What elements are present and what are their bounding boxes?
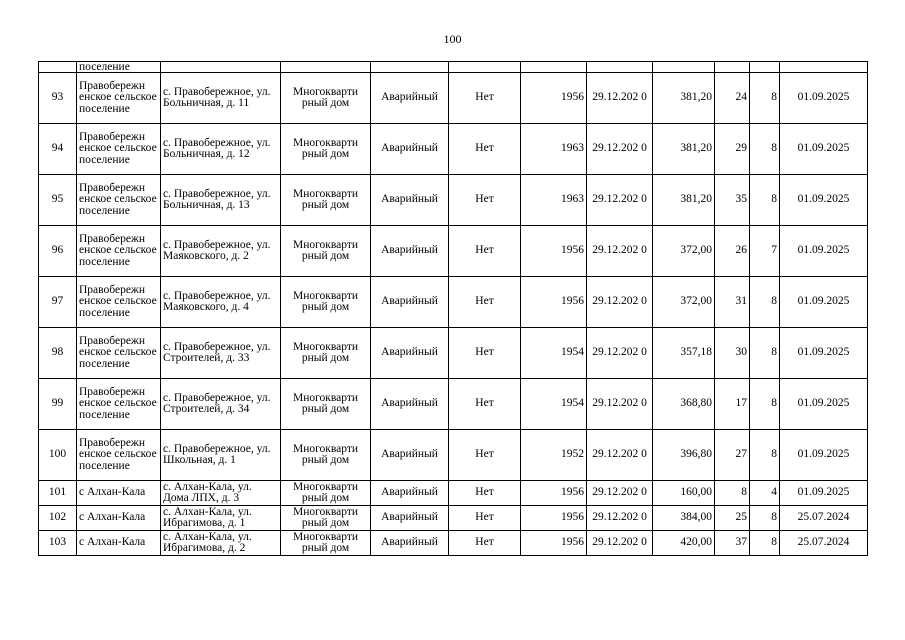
cell-num: 102 bbox=[39, 506, 77, 531]
cell-area bbox=[653, 62, 715, 73]
cell-date: 29.12.202 0 bbox=[587, 481, 653, 506]
cell-deadline: 01.09.2025 bbox=[780, 175, 868, 226]
table-row bbox=[39, 430, 868, 481]
cell-count: 8 bbox=[750, 531, 780, 556]
cell-area: 160,00 bbox=[653, 481, 715, 506]
cell-residents: 30 bbox=[715, 328, 750, 379]
cell-type: Многокварти рный дом bbox=[281, 531, 371, 556]
cell-status: Аварийный bbox=[371, 73, 449, 124]
cell-settlement: Правобережн енское сельское поселение bbox=[77, 226, 161, 277]
cell-num: 99 bbox=[39, 379, 77, 430]
cell-year bbox=[521, 62, 587, 73]
table-row bbox=[39, 226, 868, 277]
cell-date: 29.12.202 0 bbox=[587, 277, 653, 328]
cell-num: 95 bbox=[39, 175, 77, 226]
cell-area: 372,00 bbox=[653, 277, 715, 328]
cell-settlement: Правобережн енское сельское поселение bbox=[77, 328, 161, 379]
cell-type bbox=[281, 62, 371, 73]
table-row bbox=[39, 481, 868, 506]
cell-type: Многокварти рный дом bbox=[281, 175, 371, 226]
cell-year: 1956 bbox=[521, 277, 587, 328]
cell-area: 381,20 bbox=[653, 124, 715, 175]
cell-deadline: 01.09.2025 bbox=[780, 124, 868, 175]
cell-count: 8 bbox=[750, 277, 780, 328]
cell-date: 29.12.202 0 bbox=[587, 124, 653, 175]
cell-type: Многокварти рный дом bbox=[281, 277, 371, 328]
cell-address: с. Алхан-Кала, ул. Ибрагимова, д. 2 bbox=[161, 531, 281, 556]
cell-count: 8 bbox=[750, 124, 780, 175]
cell-count: 8 bbox=[750, 506, 780, 531]
table-row bbox=[39, 277, 868, 328]
table-row bbox=[39, 328, 868, 379]
cell-count bbox=[750, 62, 780, 73]
cell-residents: 31 bbox=[715, 277, 750, 328]
cell-settlement: Правобережн енское сельское поселение bbox=[77, 430, 161, 481]
cell-date: 29.12.202 0 bbox=[587, 379, 653, 430]
cell-num: 96 bbox=[39, 226, 77, 277]
cell-deadline: 01.09.2025 bbox=[780, 481, 868, 506]
cell-num: 101 bbox=[39, 481, 77, 506]
cell-flag: Нет bbox=[449, 175, 521, 226]
cell-num: 93 bbox=[39, 73, 77, 124]
cell-residents: 35 bbox=[715, 175, 750, 226]
cell-status: Аварийный bbox=[371, 379, 449, 430]
cell-count: 8 bbox=[750, 379, 780, 430]
cell-status: Аварийный bbox=[371, 226, 449, 277]
cell-deadline: 25.07.2024 bbox=[780, 506, 868, 531]
housing-registry-table bbox=[38, 61, 868, 556]
cell-flag: Нет bbox=[449, 379, 521, 430]
cell-status: Аварийный bbox=[371, 277, 449, 328]
cell-year: 1956 bbox=[521, 226, 587, 277]
cell-year: 1956 bbox=[521, 506, 587, 531]
cell-flag: Нет bbox=[449, 277, 521, 328]
cell-status bbox=[371, 62, 449, 73]
cell-deadline: 01.09.2025 bbox=[780, 73, 868, 124]
table-row bbox=[39, 506, 868, 531]
cell-status: Аварийный bbox=[371, 430, 449, 481]
cell-year: 1956 bbox=[521, 73, 587, 124]
cell-count: 4 bbox=[750, 481, 780, 506]
cell-deadline: 25.07.2024 bbox=[780, 531, 868, 556]
page-number: 100 bbox=[443, 32, 462, 46]
cell-residents: 27 bbox=[715, 430, 750, 481]
cell-deadline bbox=[780, 62, 868, 73]
cell-count: 8 bbox=[750, 175, 780, 226]
cell-type: Многокварти рный дом bbox=[281, 481, 371, 506]
table-row bbox=[39, 531, 868, 556]
cell-deadline: 01.09.2025 bbox=[780, 430, 868, 481]
cell-address: с. Правобережное, ул. Школьная, д. 1 bbox=[161, 430, 281, 481]
cell-flag: Нет bbox=[449, 328, 521, 379]
cell-count: 7 bbox=[750, 226, 780, 277]
cell-count: 8 bbox=[750, 430, 780, 481]
cell-year: 1956 bbox=[521, 531, 587, 556]
cell-area: 357,18 bbox=[653, 328, 715, 379]
cell-flag: Нет bbox=[449, 430, 521, 481]
cell-settlement: Правобережн енское сельское поселение bbox=[77, 175, 161, 226]
table-row bbox=[39, 175, 868, 226]
cell-address: с. Правобережное, ул. Строителей, д. 34 bbox=[161, 379, 281, 430]
cell-residents bbox=[715, 62, 750, 73]
cell-deadline: 01.09.2025 bbox=[780, 328, 868, 379]
cell-num: 97 bbox=[39, 277, 77, 328]
cell-date bbox=[587, 62, 653, 73]
cell-num: 94 bbox=[39, 124, 77, 175]
cell-date: 29.12.202 0 bbox=[587, 430, 653, 481]
cell-address: с. Правобережное, ул. Больничная, д. 11 bbox=[161, 73, 281, 124]
cell-settlement: поселение bbox=[77, 62, 161, 73]
cell-status: Аварийный bbox=[371, 175, 449, 226]
cell-settlement: Правобережн енское сельское поселение bbox=[77, 124, 161, 175]
cell-num: 103 bbox=[39, 531, 77, 556]
cell-area: 381,20 bbox=[653, 73, 715, 124]
cell-date: 29.12.202 0 bbox=[587, 328, 653, 379]
cell-settlement: Правобережн енское сельское поселение bbox=[77, 277, 161, 328]
continuation-row bbox=[39, 62, 868, 73]
cell-area: 420,00 bbox=[653, 531, 715, 556]
cell-type: Многокварти рный дом bbox=[281, 73, 371, 124]
cell-address: с. Алхан-Кала, ул. Ибрагимова, д. 1 bbox=[161, 506, 281, 531]
cell-address bbox=[161, 62, 281, 73]
cell-flag: Нет bbox=[449, 531, 521, 556]
cell-settlement: Правобережн енское сельское поселение bbox=[77, 73, 161, 124]
cell-type: Многокварти рный дом bbox=[281, 506, 371, 531]
cell-area: 384,00 bbox=[653, 506, 715, 531]
cell-date: 29.12.202 0 bbox=[587, 175, 653, 226]
cell-address: с. Правобережное, ул. Больничная, д. 13 bbox=[161, 175, 281, 226]
cell-date: 29.12.202 0 bbox=[587, 73, 653, 124]
cell-settlement: с Алхан-Кала bbox=[77, 531, 161, 556]
cell-address: с. Алхан-Кала, ул. Дома ЛПХ, д. 3 bbox=[161, 481, 281, 506]
cell-type: Многокварти рный дом bbox=[281, 124, 371, 175]
cell-flag bbox=[449, 62, 521, 73]
cell-year: 1963 bbox=[521, 175, 587, 226]
cell-status: Аварийный bbox=[371, 531, 449, 556]
cell-count: 8 bbox=[750, 73, 780, 124]
cell-settlement: Правобережн енское сельское поселение bbox=[77, 379, 161, 430]
table-row bbox=[39, 124, 868, 175]
cell-date: 29.12.202 0 bbox=[587, 531, 653, 556]
cell-residents: 24 bbox=[715, 73, 750, 124]
cell-num bbox=[39, 62, 77, 73]
cell-residents: 29 bbox=[715, 124, 750, 175]
cell-address: с. Правобережное, ул. Строителей, д. 33 bbox=[161, 328, 281, 379]
cell-flag: Нет bbox=[449, 481, 521, 506]
cell-count: 8 bbox=[750, 328, 780, 379]
cell-area: 368,80 bbox=[653, 379, 715, 430]
cell-flag: Нет bbox=[449, 124, 521, 175]
cell-status: Аварийный bbox=[371, 124, 449, 175]
cell-num: 100 bbox=[39, 430, 77, 481]
cell-status: Аварийный bbox=[371, 328, 449, 379]
cell-date: 29.12.202 0 bbox=[587, 226, 653, 277]
cell-year: 1956 bbox=[521, 481, 587, 506]
table-row bbox=[39, 379, 868, 430]
cell-type: Многокварти рный дом bbox=[281, 328, 371, 379]
cell-deadline: 01.09.2025 bbox=[780, 277, 868, 328]
cell-year: 1963 bbox=[521, 124, 587, 175]
cell-type: Многокварти рный дом bbox=[281, 226, 371, 277]
cell-residents: 26 bbox=[715, 226, 750, 277]
cell-status: Аварийный bbox=[371, 506, 449, 531]
cell-type: Многокварти рный дом bbox=[281, 379, 371, 430]
cell-address: с. Правобережное, ул. Маяковского, д. 2 bbox=[161, 226, 281, 277]
cell-year: 1954 bbox=[521, 379, 587, 430]
cell-deadline: 01.09.2025 bbox=[780, 226, 868, 277]
cell-residents: 17 bbox=[715, 379, 750, 430]
cell-flag: Нет bbox=[449, 506, 521, 531]
cell-deadline: 01.09.2025 bbox=[780, 379, 868, 430]
cell-year: 1954 bbox=[521, 328, 587, 379]
cell-num: 98 bbox=[39, 328, 77, 379]
cell-area: 396,80 bbox=[653, 430, 715, 481]
cell-address: с. Правобережное, ул. Больничная, д. 12 bbox=[161, 124, 281, 175]
cell-date: 29.12.202 0 bbox=[587, 506, 653, 531]
cell-residents: 37 bbox=[715, 531, 750, 556]
cell-flag: Нет bbox=[449, 73, 521, 124]
cell-area: 372,00 bbox=[653, 226, 715, 277]
cell-address: с. Правобережное, ул. Маяковского, д. 4 bbox=[161, 277, 281, 328]
cell-settlement: с Алхан-Кала bbox=[77, 506, 161, 531]
cell-type: Многокварти рный дом bbox=[281, 430, 371, 481]
cell-status: Аварийный bbox=[371, 481, 449, 506]
table-row bbox=[39, 73, 868, 124]
cell-flag: Нет bbox=[449, 226, 521, 277]
cell-year: 1952 bbox=[521, 430, 587, 481]
cell-settlement: с Алхан-Кала bbox=[77, 481, 161, 506]
cell-residents: 8 bbox=[715, 481, 750, 506]
cell-residents: 25 bbox=[715, 506, 750, 531]
cell-area: 381,20 bbox=[653, 175, 715, 226]
